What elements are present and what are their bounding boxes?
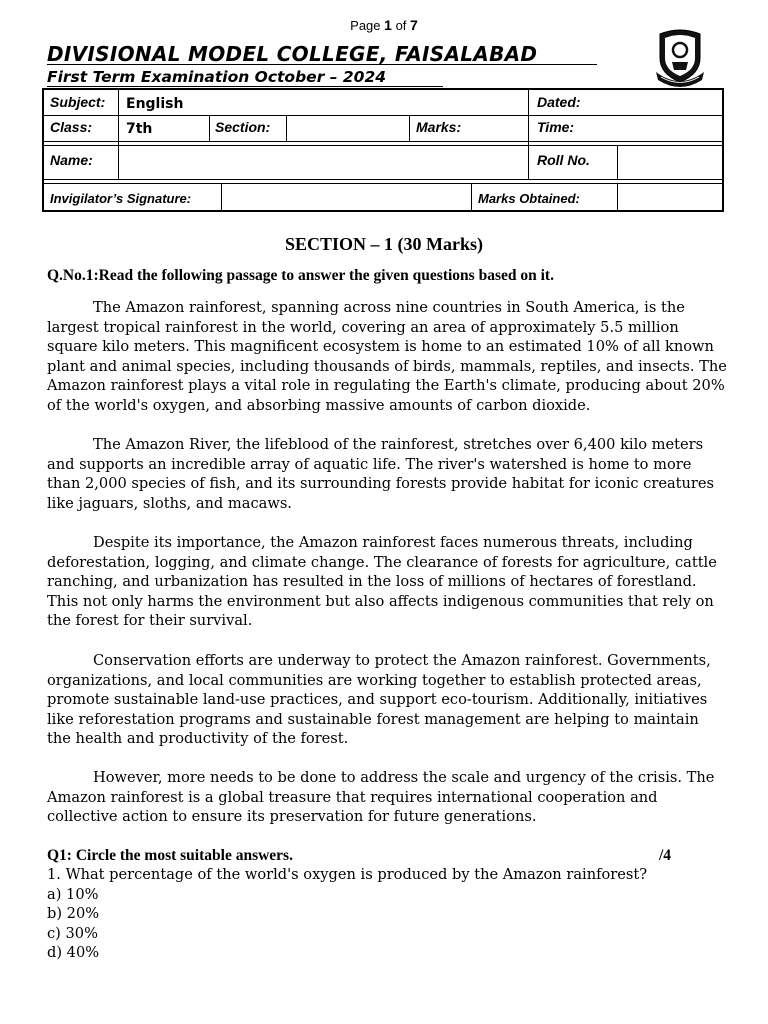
- table-rule: [44, 183, 722, 184]
- subject-label: Subject:: [50, 94, 106, 110]
- section-title: SECTION – 1 (30 Marks): [284, 234, 483, 254]
- invigilator-signature-label: Invigilator’s Signature:: [50, 191, 192, 206]
- q1-heading: Q1: Circle the most suitable answers.: [47, 847, 293, 864]
- subject-value: English: [126, 96, 184, 112]
- table-rule: [209, 116, 210, 141]
- name-label: Name:: [50, 152, 93, 168]
- table-rule: [617, 145, 618, 179]
- table-rule: [286, 116, 287, 141]
- table-rule: [44, 179, 722, 180]
- exam-title: First Term Examination October – 2024: [47, 68, 387, 86]
- question-heading: Q.No.1:Read the following passage to answer the given questions based on it.: [47, 267, 554, 284]
- table-rule: [44, 145, 722, 146]
- mcq-option: c) 30%: [47, 925, 98, 942]
- time-label: Time:: [537, 119, 575, 135]
- dated-label: Dated:: [537, 94, 581, 110]
- table-rule: [617, 183, 618, 212]
- page-current: 1: [384, 17, 392, 33]
- page-prefix: Page: [350, 18, 381, 33]
- college-name: DIVISIONAL MODEL COLLEGE, FAISALABAD: [47, 42, 538, 66]
- marks-obtained-label: Marks Obtained:: [478, 191, 580, 206]
- table-rule: [44, 141, 722, 142]
- mcq-option: a) 10%: [47, 886, 99, 903]
- mcq-option: b) 20%: [47, 905, 100, 922]
- table-rule: [221, 183, 222, 212]
- table-rule: [409, 116, 410, 141]
- table-rule: [44, 115, 722, 116]
- college-underline: [47, 64, 597, 65]
- page-of: of: [395, 18, 407, 33]
- section-label: Section:: [215, 119, 271, 135]
- page-total: 7: [410, 17, 418, 33]
- passage-paragraph: However, more needs to be done to address the scale and urgency of the crisis. The Amazon rainforest is a global treasure that requires international cooperation and collective action to ensure its preservation for future generations.: [47, 769, 715, 826]
- table-rule: [528, 90, 529, 179]
- mcq-option: d) 40%: [47, 944, 100, 961]
- student-info-table: [42, 88, 724, 212]
- passage-paragraph: The Amazon rainforest, spanning across nine countries in South America, is the largest tropical rainforest in the world, covering an area of approximately 5.5 million square kilo meters. This magnificent ecosystem is home to an estimated 10% of all known plant and animal species, including thousands of birds, mammals, reptiles, and insects. The Amazon rainforest plays a vital role in regulating the Earth's climate, producing about 20% of the world's oxygen, and absorbing massive amounts of carbon dioxide.: [47, 299, 727, 414]
- table-rule: [471, 183, 472, 212]
- mcq-question: 1. What percentage of the world's oxygen is produced by the Amazon rainforest?: [47, 866, 648, 883]
- table-rule: [118, 90, 119, 179]
- q1-marks: /4: [659, 847, 672, 864]
- passage-paragraph: Conservation efforts are underway to protect the Amazon rainforest. Governments, organizations, and local communities are working together to establish protected areas, promote sustainable land-use practices, and support eco-tourism. Additionally, initiatives like reforestation programs and sustainable forest management are helping to maintain the health and productivity of the forest.: [47, 652, 711, 748]
- exam-underline: [47, 86, 443, 87]
- marks-label: Marks:: [416, 119, 462, 135]
- roll-no-label: Roll No.: [537, 152, 590, 168]
- college-crest-icon: [652, 28, 708, 88]
- class-label: Class:: [50, 119, 93, 135]
- passage-paragraph: The Amazon River, the lifeblood of the rainforest, stretches over 6,400 kilo meters and supports an incredible array of aquatic life. The river's watershed is home to more than 2,000 species of fish, and its surrounding forests provide habitat for iconic creatures like jaguars, sloths, and macaws.: [47, 436, 715, 512]
- passage-paragraph: Despite its importance, the Amazon rainforest faces numerous threats, including deforestation, logging, and climate change. The clearance of forests for agriculture, cattle ranching, and urbanization has resulted in the loss of millions of hectares of forestland. This not only harms the environment but also affects indigenous communities that rely on the forest for their survival.: [47, 534, 717, 630]
- class-value: 7th: [126, 121, 153, 137]
